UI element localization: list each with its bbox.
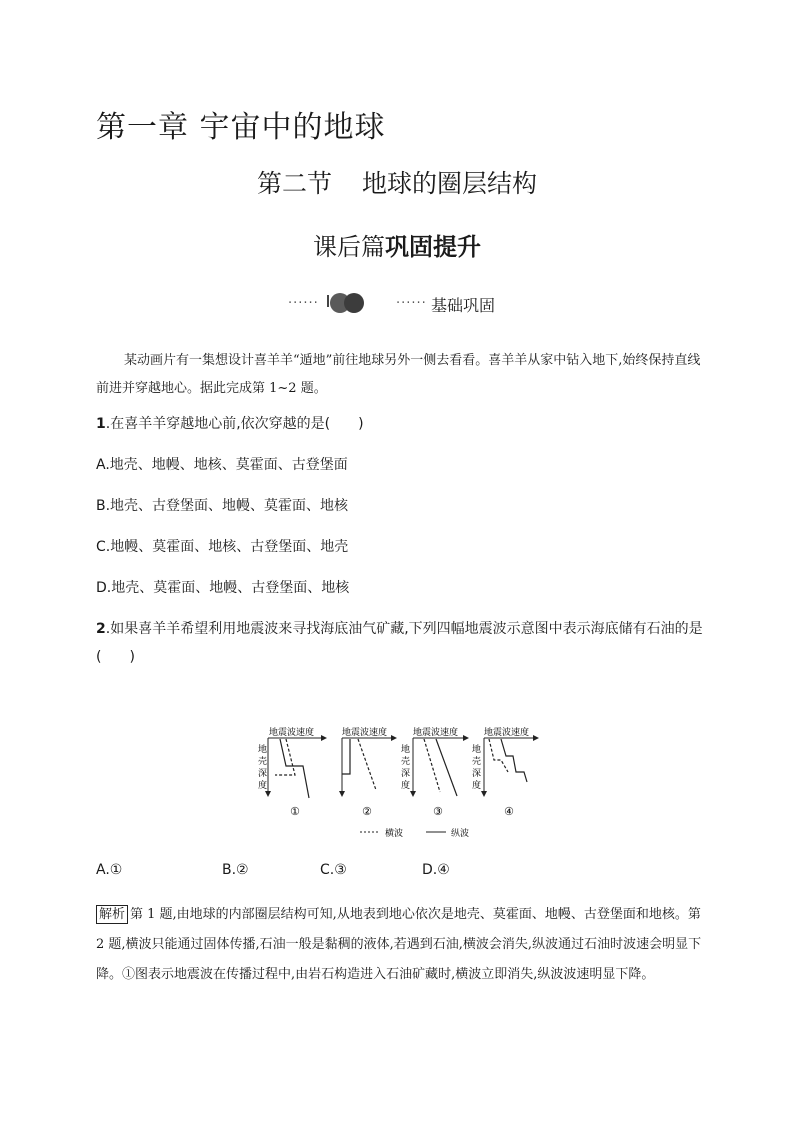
question-1-option-c: C.地幔、莫霍面、地核、古登堡面、地壳: [96, 539, 349, 555]
section-number: 第二节: [256, 169, 332, 198]
panel-4-p-wave: [501, 739, 527, 782]
question-1-number: 1: [96, 416, 106, 432]
question-1-stem: 1.在喜羊羊穿越地心前,依次穿越的是( ): [96, 416, 364, 432]
question-2-option-b: B.②: [222, 862, 249, 878]
panel-4-s-wave: [489, 739, 508, 772]
question-1-option-b: B.地壳、古登堡面、地幔、莫霍面、地核: [96, 498, 349, 514]
seismic-wave-diagram: [256, 726, 540, 844]
legend-transverse: 横波: [385, 829, 404, 839]
banner-circles-icon: [328, 291, 368, 317]
panel-2-s-wave: [358, 739, 376, 790]
banner-label: 基础巩固: [431, 296, 496, 315]
panel-2-number: ②: [362, 805, 372, 818]
section-title: 地球的圈层结构: [362, 169, 538, 198]
panel-4: [472, 726, 538, 818]
panel-1-side-label-3: 深: [258, 769, 268, 779]
panel-1-number: ①: [290, 805, 300, 818]
panel-3-number: ③: [433, 805, 443, 818]
section-heading: [0, 164, 794, 200]
panel-4-side-label-1: 地: [472, 745, 482, 755]
panel-3-side-label-3: 深: [401, 769, 411, 779]
page-subtitle: [0, 227, 794, 262]
subtitle-bold: 巩固提升: [385, 233, 481, 261]
panel-1-top-label: 地震波速度: [269, 728, 315, 738]
question-2-option-d: D.④: [422, 862, 450, 878]
question-2-stem: 2.如果喜羊羊希望利用地震波来寻找海底油气矿藏,下列四幅地震波示意图中表示海底储有石油的是( ): [96, 621, 703, 665]
banner-dots-left: ······: [288, 296, 319, 311]
question-2-option-a: A.①: [96, 862, 123, 878]
panel-1-s-wave: [275, 739, 295, 775]
question-2-options: [96, 862, 450, 878]
panel-3-side-label-1: 地: [401, 745, 411, 755]
panel-4-side-label-2: 壳: [472, 757, 482, 767]
panel-3-side-label-2: 壳: [401, 757, 411, 767]
section-banner: [288, 291, 518, 317]
subtitle-normal: 课后篇: [313, 233, 385, 261]
panel-4-top-label: 地震波速度: [484, 728, 530, 738]
question-2-number: 2: [96, 621, 106, 637]
analysis-block: [96, 900, 712, 990]
chapter-title: 第一章 宇宙中的地球: [96, 110, 386, 145]
panel-4-side-label-3: 深: [472, 769, 482, 779]
panel-1-side-label-1: 地: [258, 745, 268, 755]
banner-dots-right: ······: [396, 296, 427, 311]
question-1-option-d: D.地壳、莫霍面、地幔、古登堡面、地核: [96, 580, 350, 596]
panel-4-side-label-4: 度: [472, 781, 482, 791]
panel-4-number: ④: [504, 805, 514, 818]
panel-3-s-wave: [424, 739, 440, 792]
panel-1: [258, 726, 326, 818]
panel-3: [401, 726, 468, 818]
seismic-wave-figure: [256, 726, 540, 844]
panel-2-top-label: 地震波速度: [342, 728, 388, 738]
analysis-text: 第 1 题,由地球的内部圈层结构可知,从地表到地心依次是地壳、莫霍面、地幔、古登堡面和地核。第 2 题,横波只能通过固体传播,石油一般是黏稠的液体,若遇到石油,横波会消失,纵波通过石油时波速会明显下降。①图表示地震波在传播过程中,由岩石构造进入石油矿藏时,横波立即消失,纵波波速明显下降。: [96, 907, 702, 982]
panel-1-side-label-4: 度: [258, 781, 268, 791]
panel-2-p-wave: [342, 739, 350, 774]
question-1-option-a: A.地壳、地幔、地核、莫霍面、古登堡面: [96, 457, 348, 473]
panel-2: [342, 726, 396, 818]
panel-3-side-label-4: 度: [401, 781, 411, 791]
panel-3-top-label: 地震波速度: [413, 728, 459, 738]
intro-paragraph: 某动画片有一集想设计喜羊羊“遁地”前往地球另外一侧去看看。喜羊羊从家中钻入地下,始终保持直线前进并穿越地心。据此完成第 1~2 题。: [96, 353, 701, 396]
analysis-tag: 解析: [96, 905, 128, 924]
panel-1-side-label-2: 壳: [258, 757, 268, 767]
figure-legend: [360, 827, 469, 839]
question-2-option-c: C.③: [320, 862, 347, 878]
legend-longitudinal: 纵波: [451, 829, 470, 839]
panel-1-p-wave: [280, 739, 309, 798]
